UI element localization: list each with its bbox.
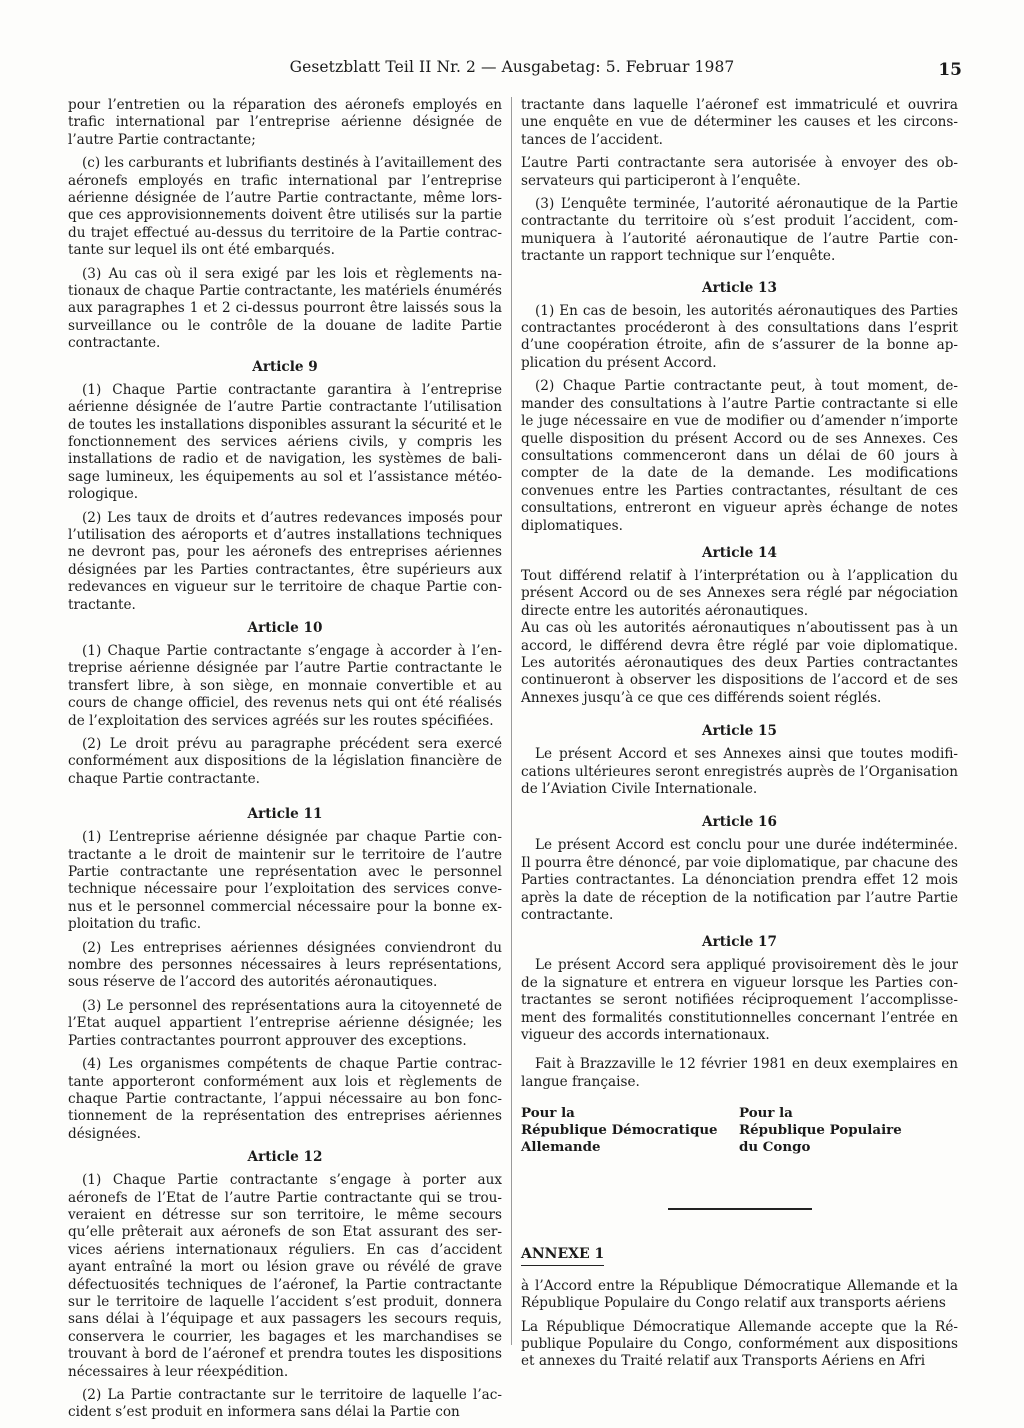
paragraph: La République Démocratique Allemande accepte que la République Populaire du Congo, conformément aux dispositions et annexes du Traité relatif aux Transports Aériens en Afri xyxy=(521,1318,958,1370)
signatory-gdr: Pour la République Démocratique Allemande xyxy=(521,1105,718,1156)
right-column xyxy=(521,97,958,1377)
paragraph: (3) Au cas où il sera exigé par les lois et règlements nationaux de chaque Partie contractante, les matériels énumérés aux paragraphes 1 et 2 ci-dessus pourront être laissés sous la surveillance ou le contrôle de la douane de ladite Partie contractante. xyxy=(68,265,502,352)
article-17-heading: Article 17 xyxy=(702,934,777,951)
article-11-heading: Article 11 xyxy=(247,806,323,823)
paragraph: (1) En cas de besoin, les autorités aéronautiques des Parties contractantes procéderont à des consultations dans l’esprit d’une coopération étroite, afin de s’assurer de la bonne application du présent Accord. xyxy=(521,302,958,371)
paragraph: Le présent Accord sera appliqué provisoirement dès le jour de la signature et entrera en vigueur lorsque les Parties contractantes se seront notifiées réciproquement l’accomplissement des formalités constitutionnelles concernant l’entrée en vigueur des accords internationaux. xyxy=(521,957,958,1044)
paragraph: (1) L’entreprise aérienne désignée par chaque Partie contractante a le droit de maintenir sur le territoire de l’autre Partie contractante une représentation avec le personnel technique nécessaire pour l’exploitation des services convenus et le personnel commercial nécessaire pour la bonne exploitation du trafic. xyxy=(68,829,502,933)
page-number: 15 xyxy=(938,60,962,80)
column-divider xyxy=(511,97,512,1345)
article-16-heading: Article 16 xyxy=(702,814,777,831)
paragraph: (c) les carburants et lubrifiants destinés à l’avitaillement des aéronefs employés en trafic international par l’entreprise aérienne désignée de l’autre Partie contractante, même lorsque ces approvisionnements doivent être utilisés sur la partie du trajet effectué au-dessus du territoire de la Partie contractante sur lequel ils ont été embarqués. xyxy=(68,155,502,259)
page-header xyxy=(0,58,1024,82)
section-separator xyxy=(668,1208,812,1210)
left-column xyxy=(68,97,502,1428)
paragraph: L’autre Parti contractante sera autorisée à envoyer des observateurs qui participeront à l’enquête. xyxy=(521,155,958,189)
paragraph: (3) L’enquête terminée, l’autorité aéronautique de la Partie contractante du territoire où s’est produit l’accident, communiquera à l’autorité aéronautique de l’autre Partie contractante un rapport technique sur l’enquête. xyxy=(521,196,958,265)
paragraph: tractante dans laquelle l’aéronef est immatriculé et ouvrira une enquête en vue de déterminer les causes et les circonstances de l’accident. xyxy=(521,97,958,148)
paragraph: Le présent Accord est conclu pour une durée indéterminée. Il pourra être dénoncé, par voie diplomatique, par chacune des Parties contractantes. La dénonciation prendra effet 12 mois après la date de réception de la notification par l’autre Partie contractante. xyxy=(521,837,958,924)
signing-statement: Fait à Brazzaville le 12 février 1981 en deux exemplaires en langue française. xyxy=(521,1056,958,1090)
paragraph: (1) Chaque Partie contractante s’engage à porter aux aéronefs de l’Etat de l’autre Partie contractante qui se trouveraient en détresse sur son territoire, le même secours qu’elle prêterait aux aéronefs de son Etat assurant des services aériens internationaux réguliers. En cas d’accident ayant entraîné la mort ou lésion grave ou révélé de grave défectuosités techniques de l’aéronef, la Partie contractante sur le territoire de laquelle l’accident s’est produit, donnera sans délai à l’équipage et aux passagers les secours requis, conservera le courrier, les bagages et les marchandises se trouvant à bord de l’aéronef et prendra toutes les dispositions nécessaires à leur réexpédition. xyxy=(68,1172,502,1380)
paragraph: (2) Les entreprises aériennes désignées conviendront du nombre des personnes nécessaires à leurs représentations, sous réserve de l’accord des autorités aéronautiques. xyxy=(68,939,502,991)
gazette-header-title: Gesetzblatt Teil II Nr. 2 — Ausgabetag: 5. Februar 1987 xyxy=(289,58,735,76)
paragraph: (2) La Partie contractante sur le territoire de laquelle l’accident s’est produit en informera sans délai la Partie con xyxy=(68,1387,502,1421)
paragraph: Tout différend relatif à l’interprétation ou à l’application du présent Accord ou de ses Annexes sera réglé par négociation directe entre les autorités aéronautiques. xyxy=(521,567,958,619)
article-15-heading: Article 15 xyxy=(702,723,777,740)
paragraph: (2) Les taux de droits et d’autres redevances imposés pour l’utilisation des aéroports et d’autres installations techniques ne devront pas, pour les aéronefs des entreprises aériennes désignées par les Parties contractantes, être supérieurs aux redevances en vigueur sur le territoire de chaque Partie contractante. xyxy=(68,509,502,613)
paragraph: Le présent Accord et ses Annexes ainsi que toutes modifications ultérieures seront enregistrés auprès de l’Organisation de l’Aviation Civile Internationale. xyxy=(521,746,958,797)
article-13-heading: Article 13 xyxy=(702,279,777,296)
paragraph: (1) Chaque Partie contractante s’engage à accorder à l’entreprise aérienne désignée par l’autre Partie contractante le transfert libre, à son siège, en monnaie convertible et au cours de change officiel, des revenus nets qui ont été réalisés de l’exploitation des services agréés sur les routes spécifiées. xyxy=(68,642,502,729)
signatory-congo: Pour la République Populaire du Congo xyxy=(739,1105,902,1156)
annexe-title: ANNEXE 1 xyxy=(521,1246,604,1265)
article-14-heading: Article 14 xyxy=(702,544,777,561)
paragraph: pour l’entretien ou la réparation des aéronefs employés en trafic international par l’entreprise aérienne désignée de l’autre Partie contractante; xyxy=(68,97,502,148)
paragraph: (1) Chaque Partie contractante garantira à l’entreprise aérienne désignée de l’autre Partie contractante l’utilisation de toutes les installations disponibles assurant la sécurité et le fonctionnement des services aériens civils, y compris les installations de radio et de navigation, les systèmes de balisage lumineux, les équipements au sol et l’assistance météorologique. xyxy=(68,381,502,503)
paragraph: (4) Les organismes compétents de chaque Partie contractante apporteront conformément aux lois et règlements de chaque Partie contractante, l’appui nécessaire au bon fonctionnement de la représentation des entreprises aériennes désignées. xyxy=(68,1056,502,1142)
paragraph: Au cas où les autorités aéronautiques n’aboutissent pas à un accord, le différend devra être réglé par voie diplomatique. Les autorités aéronautiques des deux Parties contractantes continueront à observer les dispositions de l’accord et de ses Annexes jusqu’à ce que ces différends soient réglés. xyxy=(521,620,958,706)
signature-block xyxy=(521,1105,958,1156)
paragraph: (2) Le droit prévu au paragraphe précédent sera exercé conformément aux dispositions de la législation financière de chaque Partie contractante. xyxy=(68,736,502,787)
paragraph: (3) Le personnel des représentations aura la citoyenneté de l’Etat auquel appartient l’entreprise aérienne désignée; les Parties contractantes pourront approuver des exceptions. xyxy=(68,997,502,1049)
annexe-subtitle: à l’Accord entre la République Démocratique Allemande et la République Populaire du Congo relatif aux transports aériens xyxy=(521,1277,958,1312)
article-9-heading: Article 9 xyxy=(252,358,318,375)
paragraph: (2) Chaque Partie contractante peut, à tout moment, demander des consultations à l’autre Partie contractante si elle le juge nécessaire en vue de modifier ou d’amender n’importe quelle disposition du présent Accord ou de ses Annexes. Ces consultations commenceront dans un délai de 60 jours à compter de la date de la demande. Les modifications convenues entre les Parties contractantes, résultant de ces consultations, entreront en vigueur après échange de notes diplomatiques. xyxy=(521,378,958,534)
article-12-heading: Article 12 xyxy=(247,1149,323,1166)
article-10-heading: Article 10 xyxy=(247,619,323,636)
